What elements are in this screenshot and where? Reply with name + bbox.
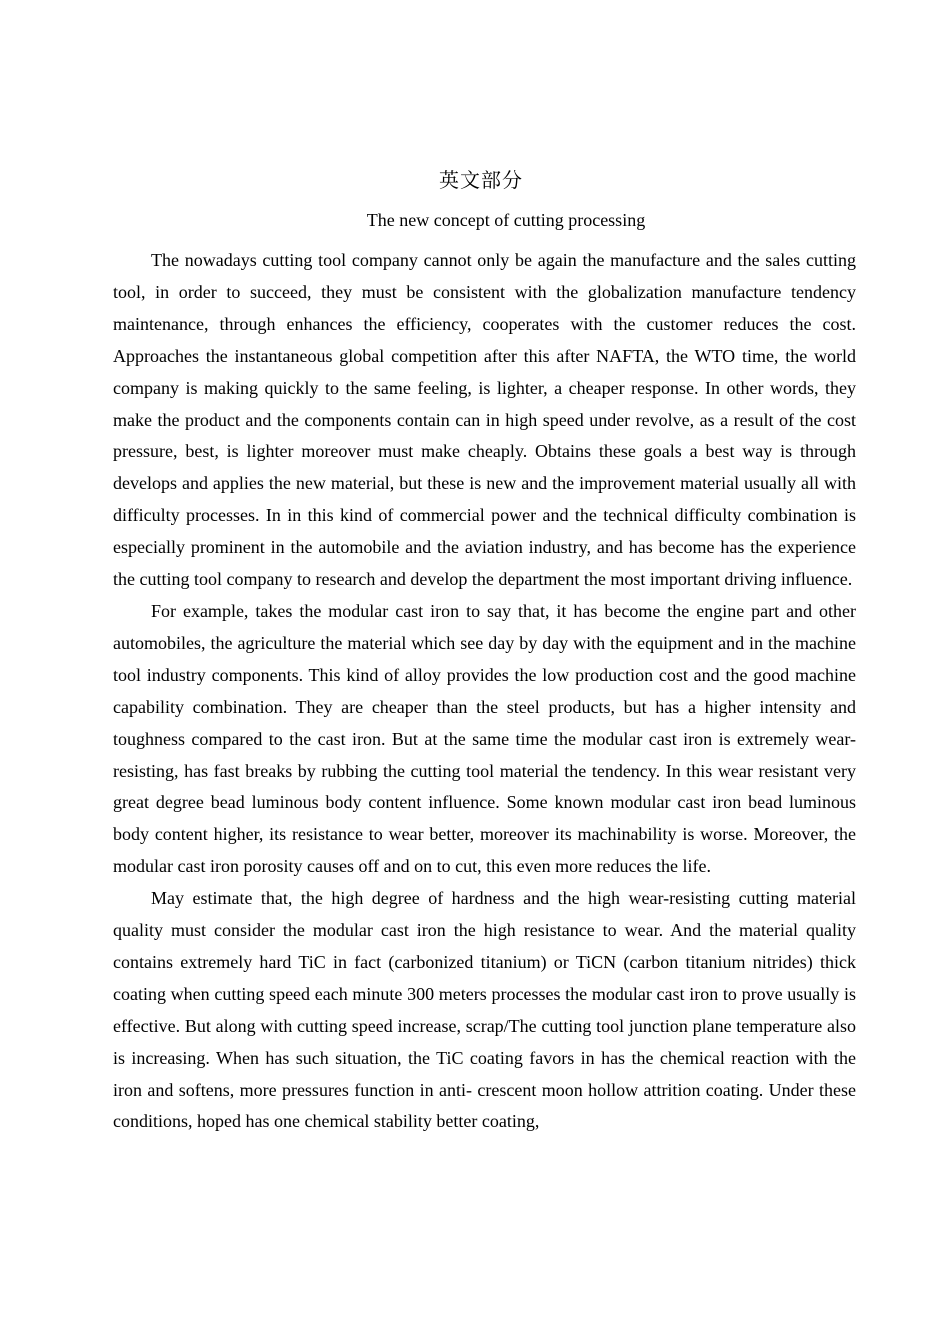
section-heading: 英文部分 [439, 168, 523, 192]
paragraph-3: May estimate that, the high degree of hardness and the high wear-resisting cutting material quality must consider the modular cast iron the high resistance to wear. And the material quality contains extremely hard TiC in fact (carbonized titanium) or TiCN (carbon titanium nitrides) thick coating when cutting speed each minute 300 meters processes the modular cast iron to prove usually is effective. But along with cutting speed increase, scrap/The cutting tool junction plane temperature also is increasing. When has such situation, the TiC coating favors in has the chemical reaction with the iron and softens, more pressures function in anti- crescent moon hollow attrition coating. Under these conditions, hoped has one chemical stability better coating, [113, 888, 856, 1132]
paragraph-1: The nowadays cutting tool company cannot only be again the manufacture and the sales cutting tool, in order to succeed, they must be consistent with the globalization manufacture tendency maintenance, through enhances the efficiency, cooperates with the customer reduces the cost. Approaches the instantaneous global competition after this after NAFTA, the WTO time, the world company is making quickly to the same feeling, is lighter, a cheaper response. In other words, they make the product and the components contain can in high speed under revolve, as a result of the cost pressure, best, is lighter moreover must make cheaply. Obtains these goals a best way is through develops and applies the new material, but these is new and the improvement material usually all with difficulty processes. In in this kind of commercial power and the technical difficulty combination is especially prominent in the automobile and the aviation industry, and has become has the experience the cutting tool company to research and develop the department the most important driving influence. [113, 250, 856, 590]
article-title: The new concept of cutting processing [366, 210, 646, 230]
article-body [113, 245, 856, 1138]
paragraph-2: For example, takes the modular cast iron to say that, it has become the engine part and other automobiles, the agriculture the material which see day by day with the equipment and in the machine tool industry components. This kind of alloy provides the low production cost and the good machine capability combination. They are cheaper than the steel products, but has a higher intensity and toughness compared to the cast iron. But at the same time the modular cast iron is extremely wear-resisting, has fast breaks by rubbing the cutting tool material the tendency. In this wear resistant very great degree bead luminous body content influence. Some known modular cast iron bead luminous body content higher, its resistance to wear better, moreover its machinability is worse. Moreover, the modular cast iron porosity causes off and on to cut, this even more reduces the life. [113, 600, 856, 877]
